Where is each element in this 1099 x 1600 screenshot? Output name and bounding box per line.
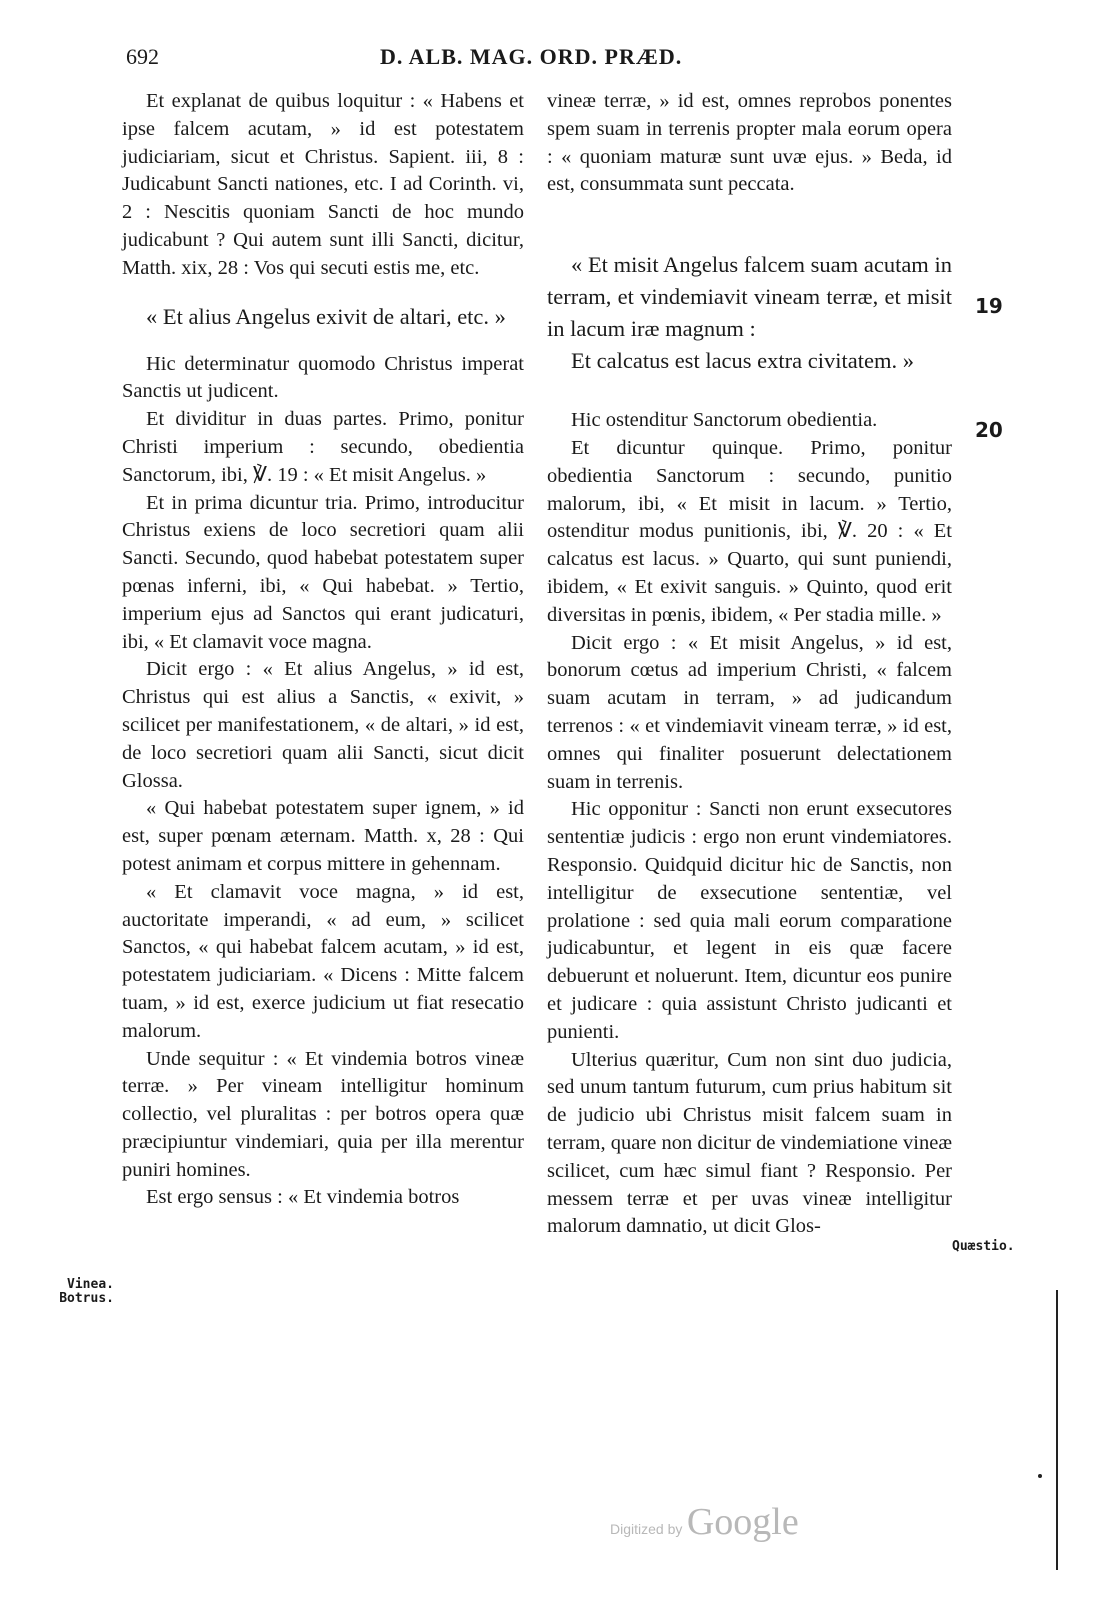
left-column (122, 88, 524, 1212)
margin-note-quaestio: Quæstio. (952, 1239, 1015, 1254)
page-edge-line (1056, 1290, 1058, 1570)
paragraph: Hic ostenditur Sanctorum obedientia. (571, 409, 878, 432)
paragraph: Et in prima dicuntur tria. Primo, introducitur Christus exiens de loco secretiori quam alii Sancti. Secundo, quod habebat potestatem super pœnas inferni, ibi, « Qui habebat. » Tertio, imperium ejus ad Sanctos qui erant judicaturi, ibi, « Et clamavit voce magna. (122, 491, 524, 653)
paragraph: Hic determinatur quomodo Christus imperat Sanctis ut judicent. (122, 352, 524, 403)
paragraph: « Qui habebat potestatem super ignem, » id est, super pœnam æternam. Matth. x, 28 : Qui potest animam et corpus mittere in gehennam. (122, 797, 524, 875)
paragraph: Unde sequitur : « Et vindemia botros vineæ terræ. » Per vineam intelligitur hominum collectio, vel pluralitas : per botros opera quæ præcipiuntur vindemiari, quia per illa merentur puniri homines. (122, 1047, 524, 1181)
paragraph: Et dicuntur quinque. Primo, ponitur obedientia Sanctorum : secundo, punitio malorum, ibi, « Et misit in lacum. » Tertio, ostenditur modus punitionis, ibi, ℣. 20 : « Et calcatus est lacus. » Quarto, qui sunt puniendi, ibidem, « Et exivit sanguis. » Quinto, quod erit diversitas in pœnis, ibidem, « Per stadia mille. » (547, 436, 952, 626)
watermark-prefix: Digitized by (610, 1521, 683, 1537)
paragraph: Est ergo sensus : « Et vindemia botros (146, 1186, 460, 1209)
paragraph: Et dividitur in duas partes. Primo, ponitur Christi imperium : secundo, obedientia Sanctorum, ibi, ℣. 19 : « Et misit Angelus. » (122, 408, 524, 486)
right-column (547, 88, 952, 1241)
verse-number-20: 20 (975, 418, 1003, 442)
margin-note-vinea: Vinea. Botrus. (59, 1277, 114, 1306)
paragraph: vineæ terræ, » id est, omnes reprobos ponentes spem suam in terrenis propter mala eorum opera : « quoniam maturæ sunt uvæ ejus. » Beda, id est, consummata sunt peccata. (547, 90, 952, 196)
lemma-paragraph: Et calcatus est lacus extra civitatem. » (571, 348, 914, 374)
google-logo: Google (686, 1501, 799, 1543)
paragraph: « Et clamavit voce magna, » id est, auctoritate imperandi, « ad eum, » scilicet Sanctos, « qui habebat falcem acutam, » id est, potestatem judiciariam. « Dicens : Mitte falcem tuam, » id est, exerce judicium ut fiat resecatio malorum. (122, 880, 524, 1042)
verse-number-19: 19 (975, 294, 1003, 318)
lemma-paragraph: « Et misit Angelus falcem suam acutam in terram, et vindemiavit vineam terræ, et misit in lacum iræ magnum : (547, 252, 952, 342)
paragraph: Ulterius quæritur, Cum non sint duo judicia, sed unum tantum futurum, cum prius habitum sit de judicio ubi Christus misit falcem suam in terram, quare non dicitur de vindemiatione vineæ scilicet, cum hæc simul fiant ? Responsio. Per messem terræ et per uvas vineæ intelligitur malorum damnatio, ut dicit Glos- (547, 1048, 952, 1238)
page-number: 692 (126, 44, 159, 69)
lemma-paragraph: « Et alius Angelus exivit de altari, etc. » (146, 303, 506, 329)
paragraph: Dicit ergo : « Et alius Angelus, » id est, Christus qui est alius a Sanctis, « exivit, » scilicet per manifestationem, « de altari, » id est, de loco secretiori quam alii Sancti, sicut dicit Glossa. (122, 658, 524, 792)
running-head: D. ALB. MAG. ORD. PRÆD. (380, 44, 683, 69)
digitized-watermark (610, 1500, 799, 1544)
paragraph: Dicit ergo : « Et misit Angelus, » id est, bonorum cœtus ad imperium Christi, « falcem suam acutam in terram, » ad judicandum terrenos : « et vindemiavit vineam terræ, » id est, omnes qui finaliter posuerunt delectationem suam in terrenis. (547, 631, 952, 793)
page-edge-mark (1038, 1474, 1042, 1478)
paragraph: Hic opponitur : Sancti non erunt exsecutores sententiæ judicis : ergo non erunt vindemiatores. Responsio. Quidquid dicitur hic de Sanctis, non intelligitur de exsecutione sententiæ, vel prolatione : sed quia mali eorum comparatione judicabuntur, et legent in eis quæ facere debuerunt et noluerunt. Item, dicuntur eos punire et judicare : quia assistunt Christo judicanti et punienti. (547, 798, 952, 1043)
paragraph: Et explanat de quibus loquitur : « Habens et ipse falcem acutam, » id est potestatem judiciariam, sicut et Christus. Sapient. iii, 8 : Judicabunt Sancti nationes, etc. I ad Corinth. vi, 2 : Nescitis quoniam Sancti de hoc mundo judicabunt ? Qui autem sunt illi Sancti, dicitur, Matth. xix, 28 : Vos qui secuti estis me, etc. (122, 90, 524, 279)
